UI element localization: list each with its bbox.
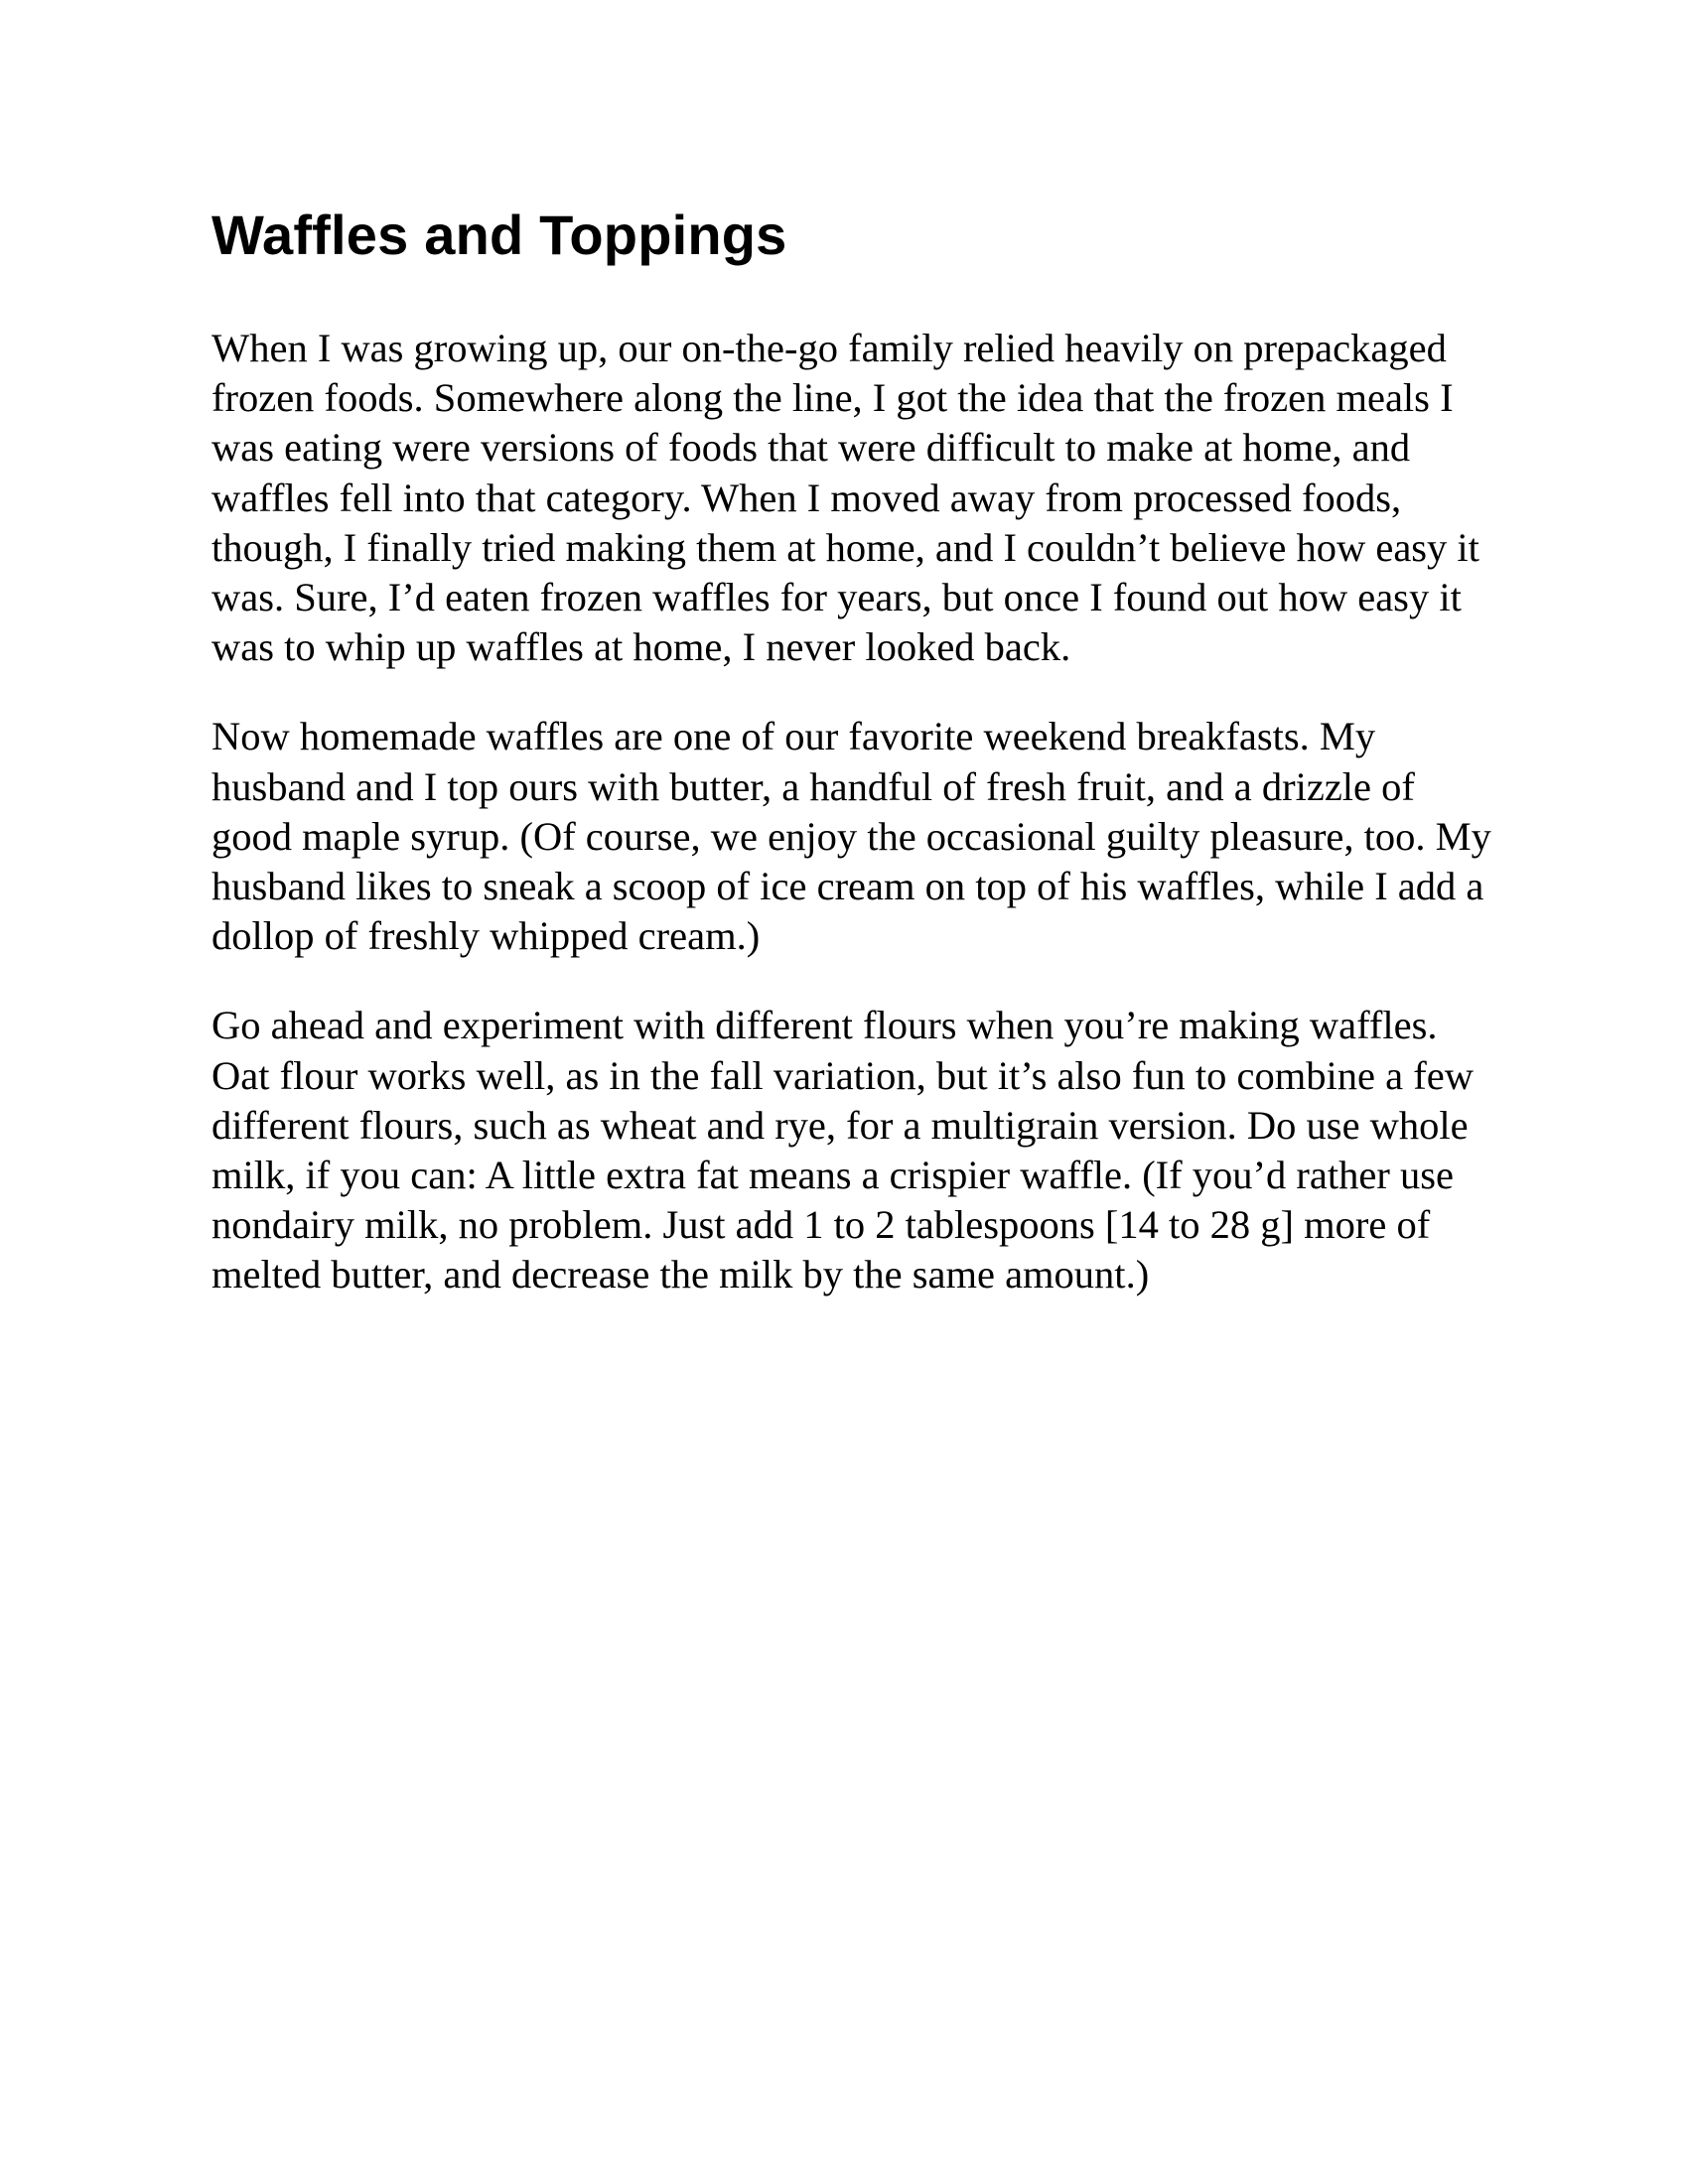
paragraph-growing-up: When I was growing up, our on-the-go family relied heavily on prepackaged frozen foods. Somewhere along the line, I got the idea that the frozen meals I was eating were versions of foods that were difficult to make at home, and waffles fell into that category. When I moved away from processed foods, though, I finally tried making them at home, and I couldn’t believe how easy it was. Sure, I’d eaten frozen waffles for years, but once I found out how easy it was to whip up waffles at home, I never looked back.	[211, 326, 1479, 670]
document-page	[211, 199, 1492, 1300]
paragraph-weekend-breakfasts: Now homemade waffles are one of our favorite weekend breakfasts. My husband and I top ours with butter, a handful of fresh fruit, and a drizzle of good maple syrup. (Of course, we enjoy the occasional guilty pleasure, too. My husband likes to sneak a scoop of ice cream on top of his waffles, while I add a dollop of freshly whipped cream.)	[211, 714, 1491, 959]
paragraph-flour-experiments: Go ahead and experiment with different flours when you’re making waffles. Oat flour works well, as in the fall variation, but it’s also fun to combine a few different flours, such as wheat and rye, for a multigrain version. Do use whole milk, if you can: A little extra fat means a crispier waffle. (If you’d rather use nondairy milk, no problem. Just add 1 to 2 tablespoons [14 to 28 g] more of melted butter, and decrease the milk by the same amount.)	[211, 1003, 1474, 1297]
page-title: Waffles and Toppings	[211, 204, 787, 266]
